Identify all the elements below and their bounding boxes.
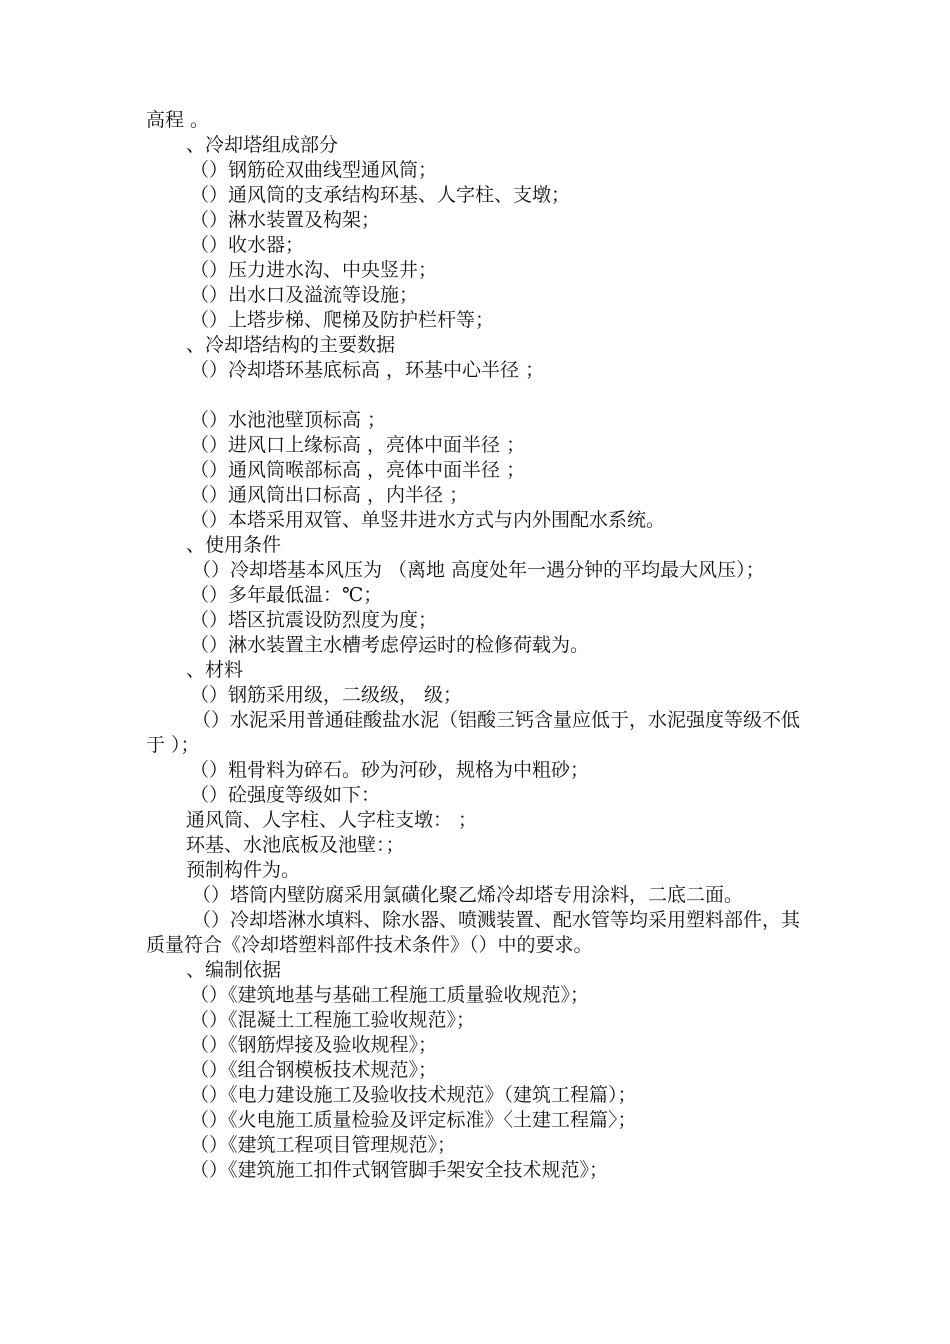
blank-line [146, 383, 816, 408]
text-line: 高程 。 [146, 109, 210, 131]
text-line: （）塔筒内壁防腐采用氯磺化聚乙烯冷却塔专用涂料，二底二面。 [192, 884, 744, 906]
text-line: 、编制依据 [186, 959, 282, 981]
text-line: 通风筒、人字柱、人字柱支墩： ； [186, 809, 478, 831]
text-line: （）淋水装置及构架； [190, 209, 381, 231]
text-line: 环基、水池底板及池壁：； [186, 834, 405, 856]
text-line: （）《组合钢模板技术规范》； [190, 1059, 438, 1081]
text-line: （）进风口上缘标高 ，亮体中面半径 ； [190, 434, 526, 456]
text-line: 、使用条件 [186, 534, 282, 556]
text-line: （）通风筒的支承结构环基、人字柱、支墩； [190, 184, 571, 206]
text-line: （）出水口及溢流等设施； [190, 284, 419, 306]
text-line: （）水泥采用普通硅酸盐水泥（铝酸三钙含量应低于，水泥强度等级不低于 ）； [146, 709, 801, 756]
text-line: （）《混凝土工程施工验收规范》； [190, 1009, 476, 1031]
text-line: （）冷却塔淋水填料、除水器、喷溅装置、配水管等均采用塑料部件，其质量符合《冷却塔塑料部件技术条件》（）中的要求。 [146, 909, 801, 956]
text-line: （）《钢筋焊接及验收规程》； [190, 1034, 438, 1056]
text-line: （）水池池壁顶标高 ； [190, 409, 387, 431]
text-line: （）砼强度等级如下： [190, 784, 381, 806]
text-line: （）钢筋采用级，二级级， 级； [190, 684, 463, 706]
text-line: （）本塔采用双管、单竖井进水方式与内外围配水系统。 [190, 509, 666, 531]
text-line: （）《建筑工程项目管理规范》； [190, 1134, 457, 1156]
text-line: （）钢筋砼双曲线型通风筒； [190, 159, 438, 181]
text-line: （）收水器； [190, 234, 305, 256]
text-line: 预制构件为。 [186, 859, 301, 881]
text-line: （）多年最低温：℃； [190, 584, 383, 606]
text-line: （）压力进水沟、中央竖井； [190, 259, 438, 281]
text-line: （）粗骨料为碎石。砂为河砂，规格为中粗砂； [190, 759, 590, 781]
text-line: 、冷却塔结构的主要数据 [186, 334, 396, 356]
text-line: （）淋水装置主水槽考虑停运时的检修荷载为。 [190, 634, 590, 656]
text-line: （）通风筒出口标高 ，内半径 ； [190, 484, 469, 506]
text-line: （）《建筑地基与基础工程施工质量验收规范》； [190, 984, 590, 1006]
text-line: 、冷却塔组成部分 [186, 134, 339, 156]
text-line: （）通风筒喉部标高 ，亮体中面半径 ； [190, 459, 526, 481]
text-line: （）塔区抗震设防烈度为度； [190, 609, 438, 631]
text-line: （）冷却塔环基底标高 ，环基中心半径 ； [190, 359, 545, 381]
text-line: （）《建筑施工扣件式钢管脚手架安全技术规范》； [190, 1159, 609, 1181]
text-line: （）《火电施工质量检验及评定标准》〈土建工程篇〉； [190, 1109, 637, 1131]
text-line: （）《电力建设施工及验收技术规范》（建筑工程篇）； [190, 1084, 637, 1106]
text-line: （）冷却塔基本风压为 （离地 高度处年一遇分钟的平均最大风压）； [192, 559, 765, 581]
document-body [146, 108, 816, 1183]
text-line: 、材料 [186, 659, 244, 681]
text-line: （）上塔步梯、爬梯及防护栏杆等； [190, 309, 495, 331]
